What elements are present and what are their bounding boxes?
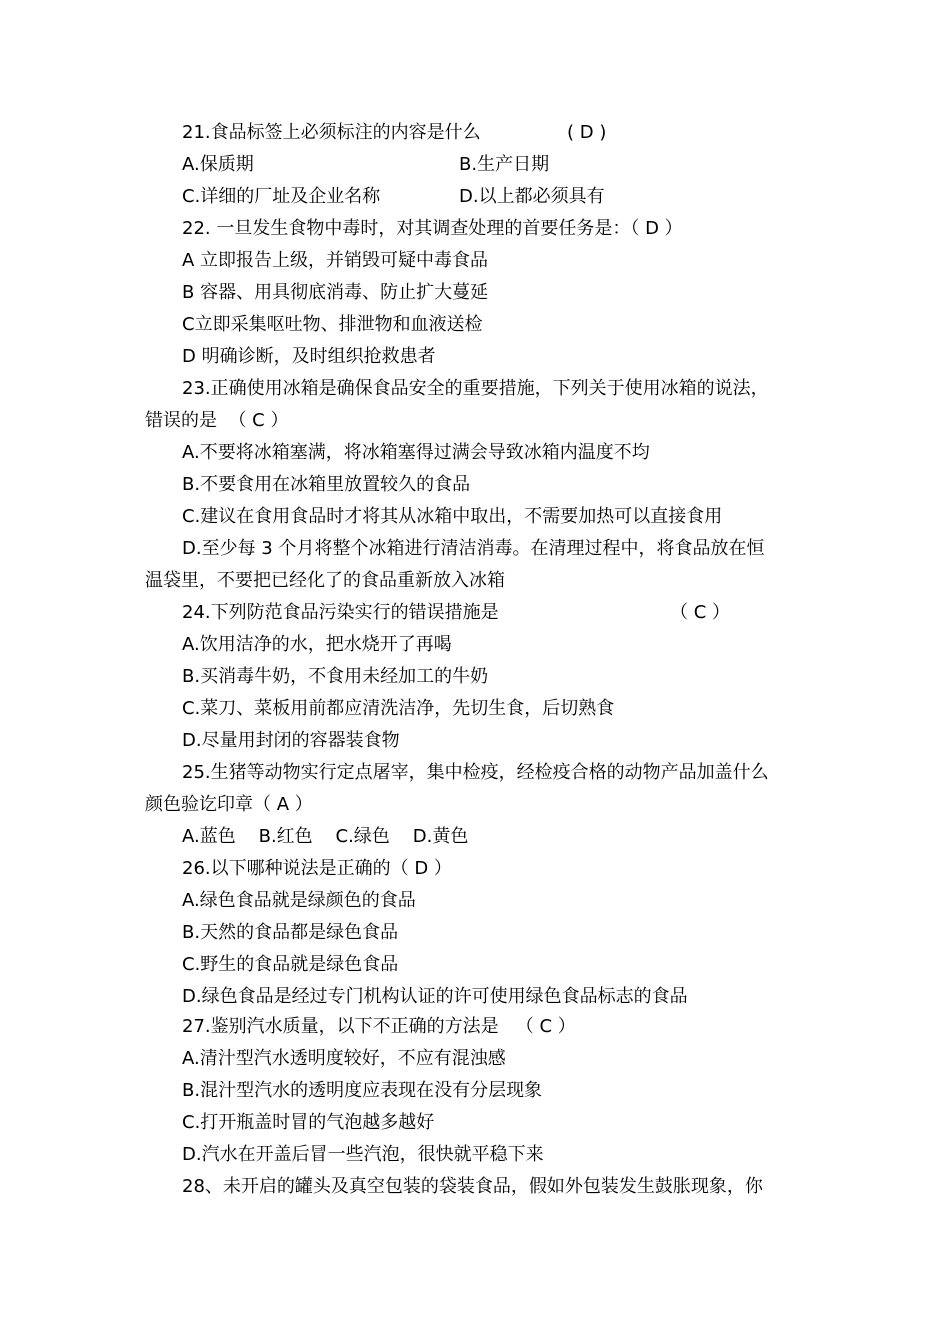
question-27-stem: 27.鉴别汽水质量，以下不正确的方法是 （ C ） bbox=[182, 1016, 576, 1037]
question-26-option-b: B.天然的食品都是绿色食品 bbox=[182, 922, 399, 943]
question-25-stem-line2: 颜色验讫印章（ A ） bbox=[145, 794, 313, 815]
question-25-options: A.蓝色 B.红色 C.绿色 D.黄色 bbox=[182, 826, 469, 847]
question-24-answer: （ C ） bbox=[670, 602, 731, 623]
question-22-stem: 22. 一旦发生食物中毒时，对其调查处理的首要任务是：（ D ） bbox=[182, 218, 683, 239]
question-27-option-b: B.混汁型汽水的透明度应表现在没有分层现象 bbox=[182, 1080, 543, 1101]
question-24-option-a: A.饮用洁净的水，把水烧开了再喝 bbox=[182, 634, 452, 655]
question-26-option-d: D.绿色食品是经过专门机构认证的许可使用绿色食品标志的食品 bbox=[182, 986, 688, 1007]
question-26-option-a: A.绿色食品就是绿颜色的食品 bbox=[182, 890, 416, 911]
question-23-stem-line2: 错误的是 （ C ） bbox=[145, 410, 289, 431]
question-23-option-d-line2: 温袋里，不要把已经化了的食品重新放入冰箱 bbox=[145, 570, 505, 591]
question-21-answer: ( D ) bbox=[567, 122, 607, 143]
question-21-option-d: D.以上都必须具有 bbox=[459, 186, 605, 207]
question-22-option-a: A 立即报告上级，并销毁可疑中毒食品 bbox=[182, 250, 489, 271]
question-21-option-b: B.生产日期 bbox=[459, 154, 550, 175]
question-24-stem: 24.下列防范食品污染实行的错误措施是 bbox=[182, 602, 499, 623]
question-27-option-a: A.清汁型汽水透明度较好，不应有混浊感 bbox=[182, 1048, 506, 1069]
question-26-stem: 26.以下哪种说法是正确的（ D ） bbox=[182, 858, 452, 879]
question-28-stem-line1: 28、未开启的罐头及真空包装的袋装食品，假如外包装发生鼓胀现象，你 bbox=[182, 1176, 763, 1197]
question-24-option-b: B.买消毒牛奶，不食用未经加工的牛奶 bbox=[182, 666, 489, 687]
question-24-option-d: D.尽量用封闭的容器装食物 bbox=[182, 730, 400, 751]
question-22-option-d: D 明确诊断，及时组织抢救患者 bbox=[182, 346, 436, 367]
question-22-option-b: B 容器、用具彻底消毒、防止扩大蔓延 bbox=[182, 282, 489, 303]
question-21-stem: 21.食品标签上必须标注的内容是什么 bbox=[182, 122, 481, 143]
question-22-option-c: C立即采集呕吐物、排泄物和血液送检 bbox=[182, 314, 483, 335]
question-27-option-c: C.打开瓶盖时冒的气泡越多越好 bbox=[182, 1112, 435, 1133]
question-23-option-b: B.不要食用在冰箱里放置较久的食品 bbox=[182, 474, 471, 495]
question-23-option-a: A.不要将冰箱塞满，将冰箱塞得过满会导致冰箱内温度不均 bbox=[182, 442, 650, 463]
question-23-option-c: C.建议在食用食品时才将其从冰箱中取出，不需要加热可以直接食用 bbox=[182, 506, 723, 527]
question-21-option-c: C.详细的厂址及企业名称 bbox=[182, 186, 381, 207]
question-26-option-c: C.野生的食品就是绿色食品 bbox=[182, 954, 399, 975]
question-23-option-d-line1: D.至少每 3 个月将整个冰箱进行清洁消毒。在清理过程中，将食品放在恒 bbox=[182, 538, 765, 559]
question-24-option-c: C.菜刀、菜板用前都应清洗洁净，先切生食，后切熟食 bbox=[182, 698, 615, 719]
question-27-option-d: D.汽水在开盖后冒一些汽泡，很快就平稳下来 bbox=[182, 1144, 544, 1165]
question-23-stem-line1: 23.正确使用冰箱是确保食品安全的重要措施，下列关于使用冰箱的说法， bbox=[182, 378, 769, 399]
question-25-stem-line1: 25.生猪等动物实行定点屠宰，集中检疫，经检疫合格的动物产品加盖什么 bbox=[182, 762, 769, 783]
question-21-option-a: A.保质期 bbox=[182, 154, 254, 175]
